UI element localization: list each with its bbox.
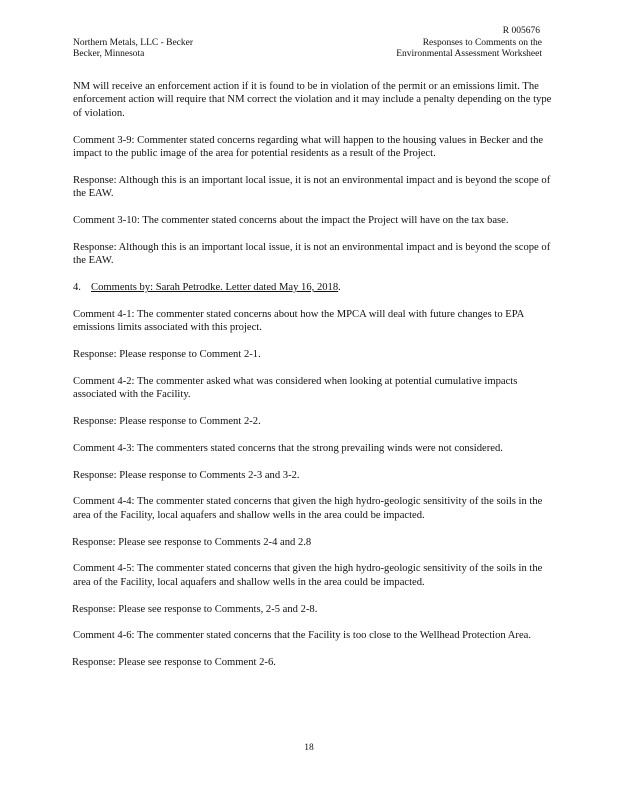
page-number: 18 xyxy=(304,743,314,753)
response-paragraph: Response: Please see response to Comments 2-4 and 2.8 xyxy=(72,536,312,548)
response-paragraph: Response: Please response to Comment 2-2. xyxy=(73,416,261,428)
response-paragraph: Response: Please see response to Comments, 2-5 and 2-8. xyxy=(72,603,318,615)
comment-paragraph: Comment 4-6: The commenter stated concerns that the Facility is too close to the Wellhead Protection Area. xyxy=(73,630,531,642)
document-title-line1: Responses to Comments on the xyxy=(422,38,542,48)
response-paragraph: Response: Please response to Comments 2-3 and 3-2. xyxy=(73,469,300,481)
section-title: Comments by: Sarah Petrodke. Letter dated May 16, 2018 xyxy=(91,282,339,294)
paragraph: NM will receive an enforcement action if it is found to be in violation of the permit or an emissions limit. The enforcement action will require that NM correct the violation and it may include a penalty depending on the type of violation. xyxy=(73,81,552,119)
reference-number: R 005676 xyxy=(502,26,540,36)
section-number: 4. xyxy=(73,282,81,294)
response-paragraph: Response: Please response to Comment 2-1. xyxy=(73,349,261,361)
document-body xyxy=(73,80,561,683)
comment-paragraph: Comment 3-10: The commenter stated concerns about the impact the Project will have on the tax base. xyxy=(73,215,509,227)
response-paragraph: Response: Although this is an important local issue, it is not an environmental impact and is beyond the scope of the EAW. xyxy=(73,174,551,200)
company-location: Becker, Minnesota xyxy=(73,49,145,59)
response-paragraph: Response: Please see response to Comment 2-6. xyxy=(72,657,276,669)
comment-paragraph: Comment 4-2: The commenter asked what was considered when looking at potential cumulative impacts associated with the Facility. xyxy=(73,375,518,401)
company-name: Northern Metals, LLC - Becker xyxy=(73,38,194,48)
comment-paragraph: Comment 4-4: The commenter stated concerns that given the high hydro-geologic sensitivity of the soils in the area of the Facility, local aquafers and shallow wells in the area could be impacted. xyxy=(73,496,543,521)
comment-paragraph: Comment 4-1: The commenter stated concerns about how the MPCA will deal with future changes to EPA emissions limits associated with this project. xyxy=(73,308,524,334)
header-right xyxy=(396,26,542,60)
comment-paragraph: Comment 3-9: Commenter stated concerns regarding what will happen to the housing values in Becker and the impact to the public image of the area for potential residents as a result of the Project. xyxy=(73,134,544,160)
document-title-line2: Environmental Assessment Worksheet xyxy=(396,49,542,59)
response-paragraph: Response: Although this is an important local issue, it is not an environmental impact and is beyond the scope of the EAW. xyxy=(73,241,551,267)
comment-paragraph: Comment 4-3: The commenters stated concerns that the strong prevailing winds were not considered. xyxy=(73,442,503,454)
header-left xyxy=(73,38,193,60)
section-title-period: . xyxy=(338,282,341,294)
section-heading xyxy=(73,281,561,294)
comment-paragraph: Comment 4-5: The commenter stated concerns that given the high hydro-geologic sensitivity of the soils in the area of the Facility, local aquafers and shallow wells in the area could be impacted. xyxy=(73,563,543,588)
